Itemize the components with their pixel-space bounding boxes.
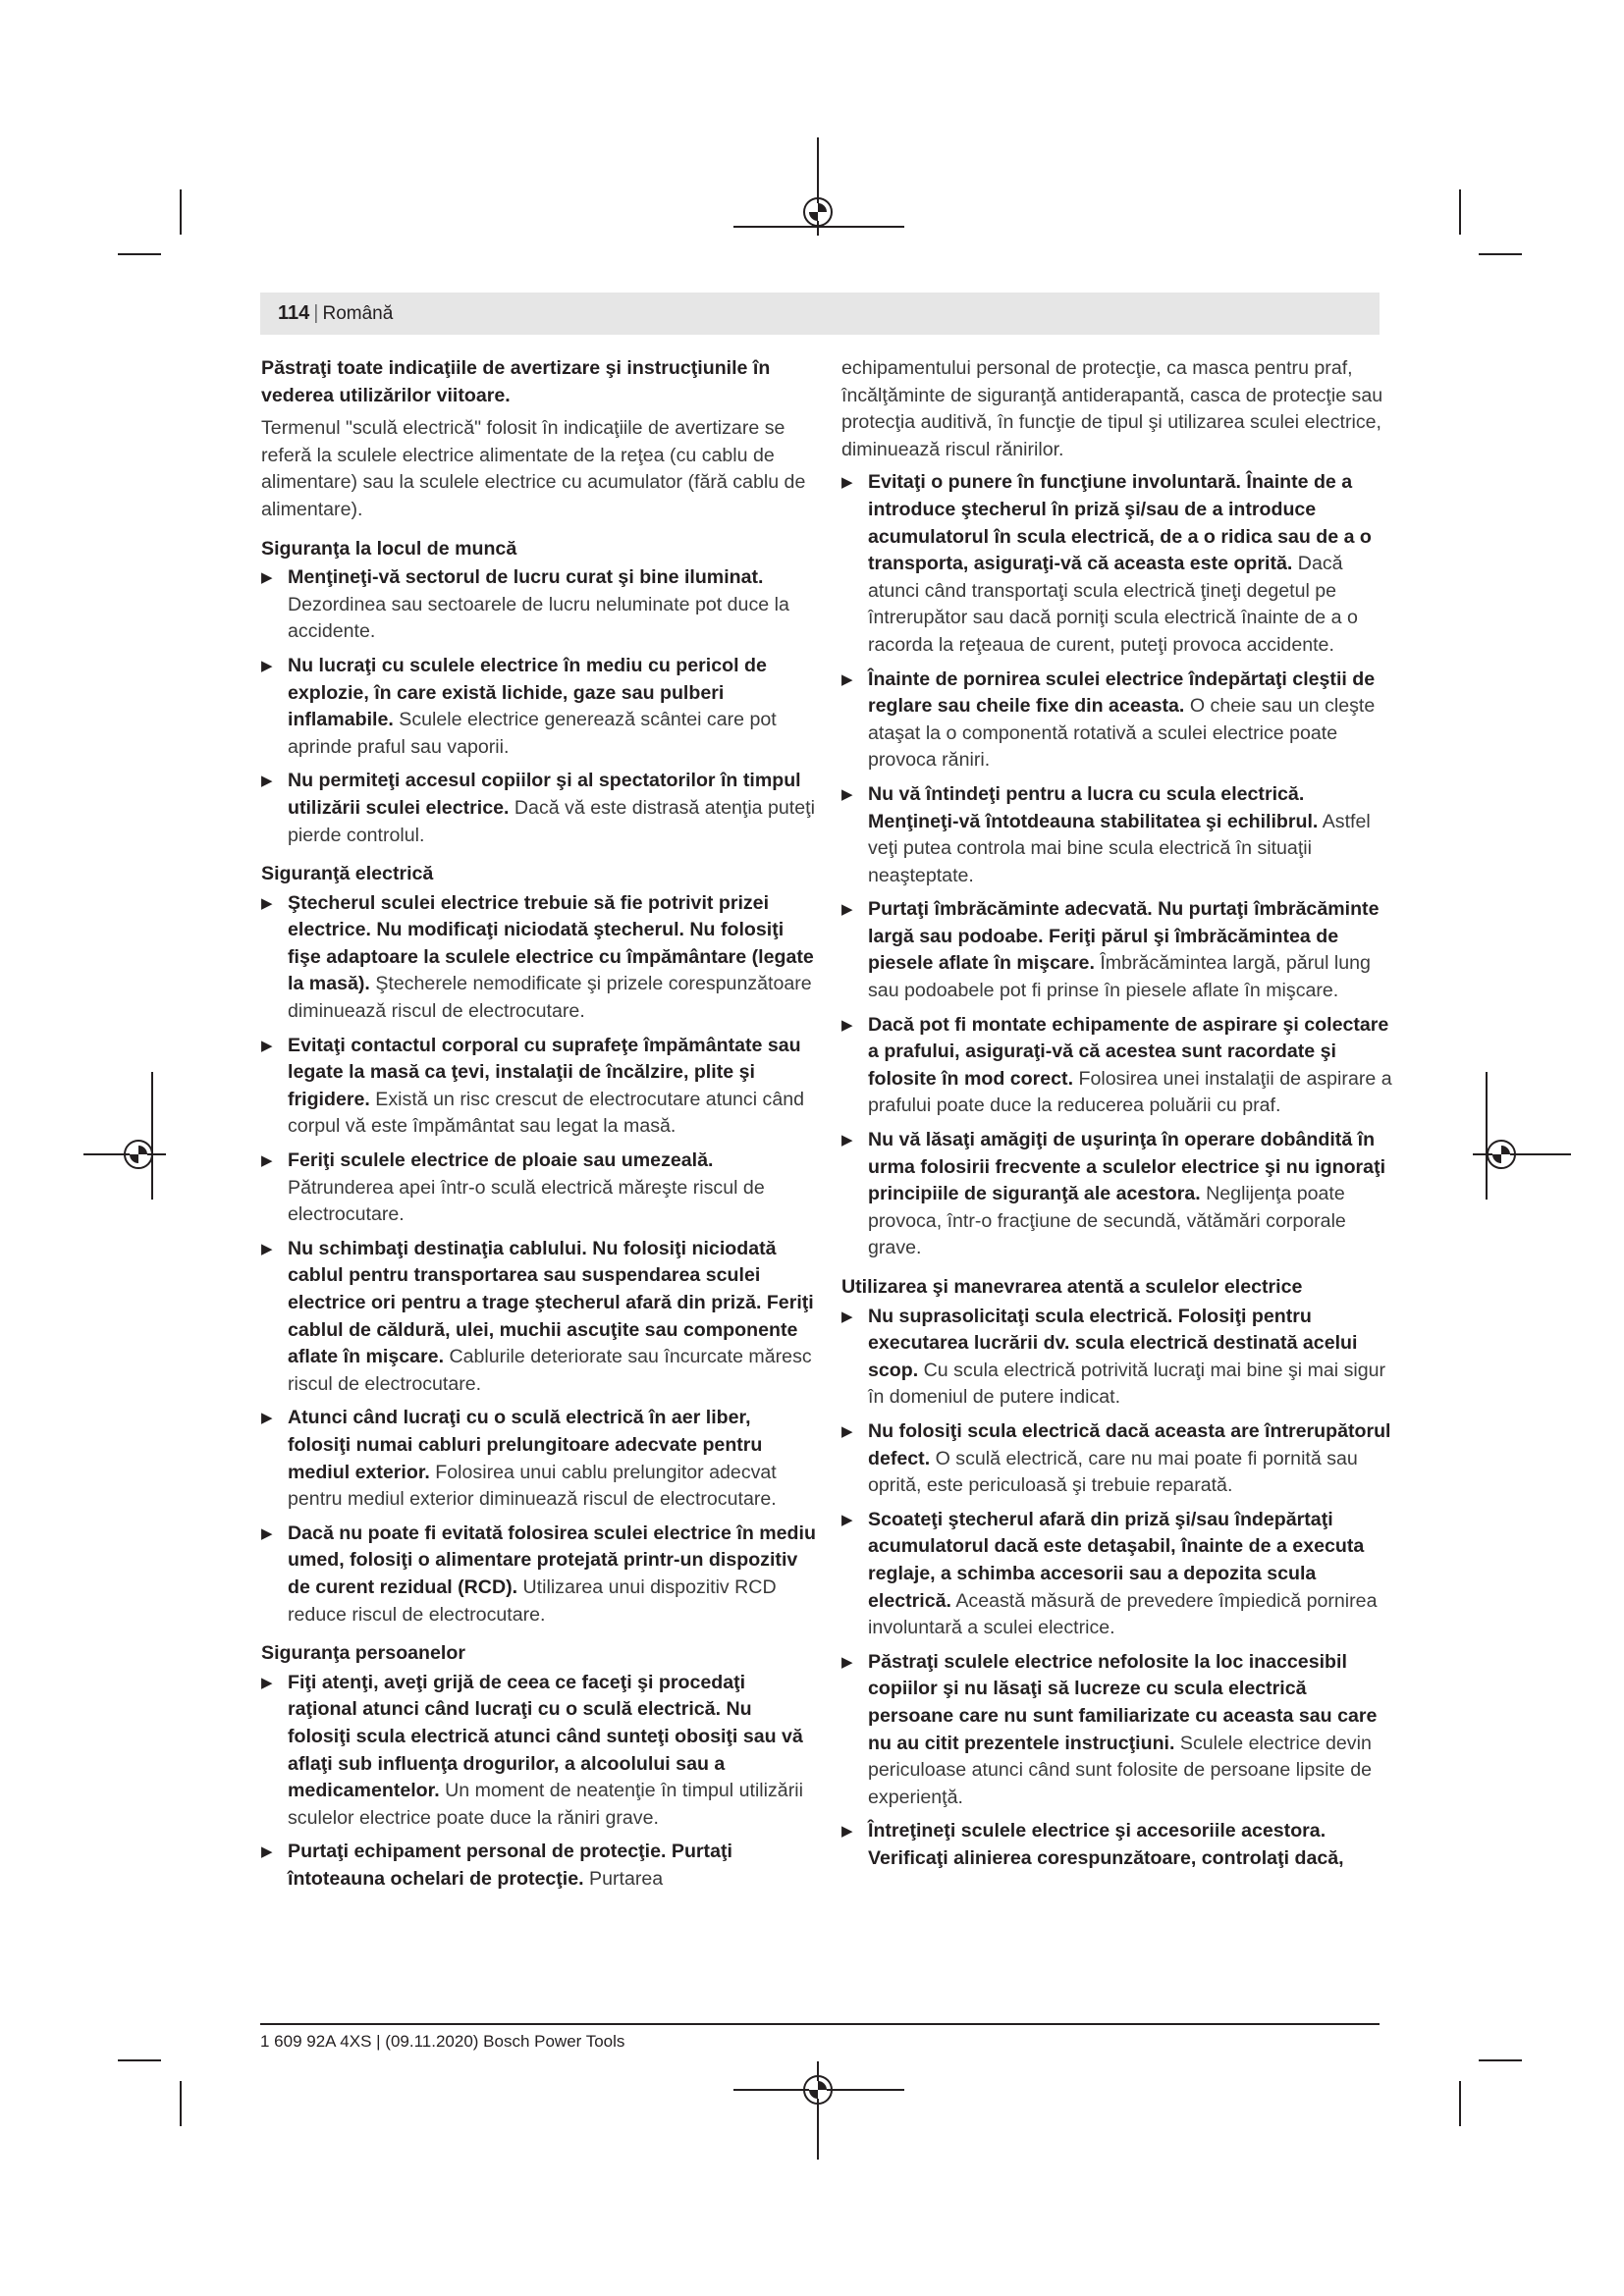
- list-item: ▶ Întreţineţi sculele electrice şi accesoriile acestora. Verificaţi alinierea corespunzătoare, controlaţi dacă,: [841, 1820, 1344, 1869]
- bullet-arrow-icon: ▶: [261, 1037, 273, 1054]
- intro-bold: Păstraţi toate indicaţiile de avertizare şi instrucţiunile în vederea utilizărilor viitoare.: [261, 357, 771, 406]
- section-title: Siguranţă electrică: [261, 863, 434, 885]
- list-item: ▶ Menţineţi-vă sectorul de lucru curat şi bine iluminat. Dezordinea sau sectoarele de lucru neluminate pot duce la accidente.: [261, 566, 789, 643]
- list-item: ▶ Purtaţi îmbrăcăminte adecvată. Nu purtaţi îmbrăcăminte largă sau podoabe. Feriţi părul şi îmbrăcămintea de piesele aflate în mişcare. Îmbrăcămintea largă, părul lung sau podoabele pot fi prinse în piesele aflate în mişcare.: [841, 898, 1380, 1002]
- bullet-arrow-icon: ▶: [841, 1511, 853, 1528]
- bullet-arrow-icon: ▶: [261, 894, 273, 912]
- list-item: ▶ Nu folosiţi scula electrică dacă aceasta are întrerupătorul defect. O sculă electrică, care nu mai poate fi pornită sau oprită, este periculoasă şi trebuie reparată.: [841, 1419, 1391, 1497]
- bullet-arrow-icon: ▶: [261, 1240, 273, 1257]
- crop-mark: [1459, 189, 1461, 235]
- bullet-arrow-icon: ▶: [841, 1308, 853, 1325]
- list-item: ▶ Nu suprasolicitaţi scula electrică. Folosiţi pentru executarea lucrării dv. scula electrică destinată acelui scop. Cu scula electrică potrivită lucraţi mai bine şi mai sigur în domeniul de putere indicat.: [841, 1305, 1386, 1409]
- bullet-arrow-icon: ▶: [261, 1524, 273, 1542]
- list-item: ▶ Nu lucraţi cu sculele electrice în mediu cu pericol de explozie, în care există lichide, gaze sau pulberi inflamabile. Sculele electrice generează scântei care pot aprinde praful sau vaporii.: [261, 654, 777, 758]
- left-column: [261, 355, 816, 1899]
- crop-mark: [118, 2059, 161, 2061]
- page-header: [260, 293, 1380, 335]
- bullet-arrow-icon: ▶: [841, 785, 853, 803]
- crop-mark: [1479, 2059, 1522, 2061]
- registration-line: [1486, 1072, 1488, 1200]
- registration-target-icon: [803, 2075, 833, 2105]
- crop-mark: [180, 2081, 182, 2126]
- section-title: Utilizarea şi manevrarea atentă a sculelor electrice: [841, 1276, 1303, 1298]
- bullet-arrow-icon: ▶: [841, 670, 853, 688]
- list-item: ▶ Înainte de pornirea sculei electrice îndepărtaţi cleştii de reglare sau cheile fixe din aceasta. O cheie sau un cleşte ataşat la o componentă rotativă a sculei electrice poate provoca răniri.: [841, 667, 1376, 772]
- bullet-arrow-icon: ▶: [841, 474, 853, 492]
- bullet-arrow-icon: ▶: [261, 773, 273, 790]
- list-item: ▶ Evitaţi o punere în funcţiune involuntară. Înainte de a introduce ştecherul în priză şi/sau de a introduce acumulatorul în scula electrică, de a o ridica sau de a o transporta, asiguraţi-vă că aceasta este oprită. Dacă atunci când transportaţi scula electrică ţineţi degetul pe întrerupător sau dacă porniţi scula electrică înainte de a o racorda la reţeaua de curent, puteţi provoca accidente.: [841, 471, 1372, 656]
- list-item: ▶ Dacă pot fi montate echipamente de aspirare şi colectare a prafului, asiguraţi-vă că acestea sunt racordate şi folosite în mod corect. Folosirea unei instalaţii de aspirare a prafului poate duce la reducerea poluării cu praf.: [841, 1013, 1392, 1117]
- list-item: ▶ Păstraţi sculele electrice nefolosite la loc inaccesibil copiilor şi nu lăsaţi să lucreze cu scula electrică persoane care nu sunt familiarizate cu aceasta sau care nu au citit prezentele instrucţiuni. Sculele electrice devin periculoase atunci când sunt folosite de persoane lipsite de experienţă.: [841, 1650, 1378, 1808]
- header-language: Română: [322, 302, 394, 324]
- list-item: ▶ Fiţi atenţi, aveţi grijă de ceea ce faceţi şi procedaţi raţional atunci când lucraţi cu o sculă electrică. Nu folosiţi scula electrică atunci când sunteţi obosiţi sau vă aflaţi sub influenţa drogurilor, a alcoolului sau a medicamentelor. Un moment de neatenţie în timpul utilizării sculelor electrice poate duce la răniri grave.: [261, 1671, 803, 1829]
- crop-mark: [1459, 2081, 1461, 2126]
- bullet-arrow-icon: ▶: [261, 657, 273, 674]
- crop-mark: [180, 189, 182, 235]
- bullet-arrow-icon: ▶: [261, 1843, 273, 1861]
- header-separator: |: [313, 302, 319, 324]
- registration-target-icon: [803, 197, 833, 227]
- bullet-arrow-icon: ▶: [261, 569, 273, 587]
- bullet-arrow-icon: ▶: [261, 1152, 273, 1170]
- footer-text: 1 609 92A 4XS | (09.11.2020) Bosch Power Tools: [260, 2032, 625, 2051]
- page-number: 114: [278, 302, 310, 324]
- list-item: ▶ Scoateţi ştecherul afară din priză şi/sau îndepărtaţi acumulatorul dacă este detaşabil, înainte de a executa reglaje, a schimba accesorii sau a depozita scula electrică. Această măsură de prevedere împiedică pornirea involuntară a sculei electrice.: [841, 1508, 1378, 1639]
- bullet-arrow-icon: ▶: [261, 1674, 273, 1691]
- list-item: ▶ Ştecherul sculei electrice trebuie să fie potrivit prizei electrice. Nu modificaţi niciodată ştecherul. Nu folosiţi fişe adaptoare la sculele electrice cu împământare (legate la masă). Ştecherele nemodificate şi prizele corespunzătoare diminuează riscul de electrocutare.: [261, 891, 814, 1023]
- bullet-arrow-icon: ▶: [841, 1823, 853, 1841]
- section-title: Siguranţa la locul de muncă: [261, 537, 517, 560]
- list-item: ▶ Purtaţi echipament personal de protecţie. Purtaţi întoteauna ochelari de protecţie. Purtarea: [261, 1841, 732, 1890]
- list-item: ▶ Nu schimbaţi destinaţia cablului. Nu folosiţi niciodată cablul pentru transportarea sau suspendarea sculei electrice ori pentru a trage ştecherul afară din priză. Feriţi cablul de căldură, ulei, muchii ascuţite sau componente aflate în mişcare. Cablurile deteriorate sau încurcate măresc riscul de electrocutare.: [261, 1237, 814, 1395]
- list-item: ▶ Dacă nu poate fi evitată folosirea sculei electrice în mediu umed, folosiţi o alimentare protejată printr-un dispozitiv de curent rezidual (RCD). Utilizarea unui dispozitiv RCD reduce riscul de electrocutare.: [261, 1522, 816, 1626]
- bullet-arrow-icon: ▶: [261, 1410, 273, 1427]
- bullet-arrow-icon: ▶: [841, 1653, 853, 1671]
- list-item: ▶ Nu vă întindeţi pentru a lucra cu scula electrică. Menţineţi-vă întotdeauna stabilitatea şi echilibrul. Astfel veţi putea controla mai bine scula electrică în situaţii neaşteptate.: [841, 782, 1371, 886]
- crop-mark: [118, 253, 161, 255]
- bullet-arrow-icon: ▶: [841, 1132, 853, 1149]
- bullet-arrow-icon: ▶: [841, 1016, 853, 1034]
- registration-target-icon: [1487, 1140, 1516, 1169]
- footer-rule: [260, 2023, 1380, 2025]
- section-title: Siguranţa persoanelor: [261, 1642, 465, 1665]
- registration-target-icon: [124, 1140, 153, 1169]
- continuation-text: echipamentului personal de protecţie, ca masca pentru praf, încălţăminte de siguranţă antiderapantă, casca de protecţie sau protecţia auditivă, în funcţie de tipul şi utilizarea sculei electrice, diminuează riscul rănirilor.: [841, 357, 1383, 460]
- registration-line: [151, 1072, 153, 1200]
- right-column: [841, 355, 1396, 1879]
- bullet-arrow-icon: ▶: [841, 901, 853, 919]
- list-item: ▶ Nu permiteţi accesul copiilor şi al spectatorilor în timpul utilizării sculei electrice. Dacă vă este distrasă atenţia puteţi pierde controlul.: [261, 770, 815, 846]
- crop-mark: [1479, 253, 1522, 255]
- list-item: ▶ Evitaţi contactul corporal cu suprafeţe împământate sau legate la masă ca ţevi, instalaţii de încălzire, plite şi frigidere. Există un risc crescut de electrocutare atunci când corpul vă este împământat sau legat la masă.: [261, 1034, 805, 1138]
- list-item: ▶ Feriţi sculele electrice de ploaie sau umezeală. Pătrunderea apei într-o sculă electrică măreşte riscul de electrocutare.: [261, 1149, 765, 1226]
- list-item: ▶ Nu vă lăsaţi amăgiţi de uşurinţa în operare dobândită în urma folosirii frecvente a sculelor electrice şi nu ignoraţi principiile de siguranţă ale acestora. Neglijenţa poate provoca, într-o fracţiune de secundă, vătămări corporale grave.: [841, 1129, 1386, 1259]
- intro-text: Termenul "sculă electrică" folosit în indicaţiile de avertizare se referă la sculele electrice alimentate de la reţea (cu cablu de alimentare) sau la sculele electrice cu acumulator (fără cablu de alimentare).: [261, 417, 806, 520]
- bullet-arrow-icon: ▶: [841, 1422, 853, 1440]
- list-item: ▶ Atunci când lucraţi cu o sculă electrică în aer liber, folosiţi numai cabluri prelungitoare adecvate pentru mediul exterior. Folosirea unui cablu prelungitor adecvat pentru mediul exterior diminuează riscul de electrocutare.: [261, 1407, 777, 1511]
